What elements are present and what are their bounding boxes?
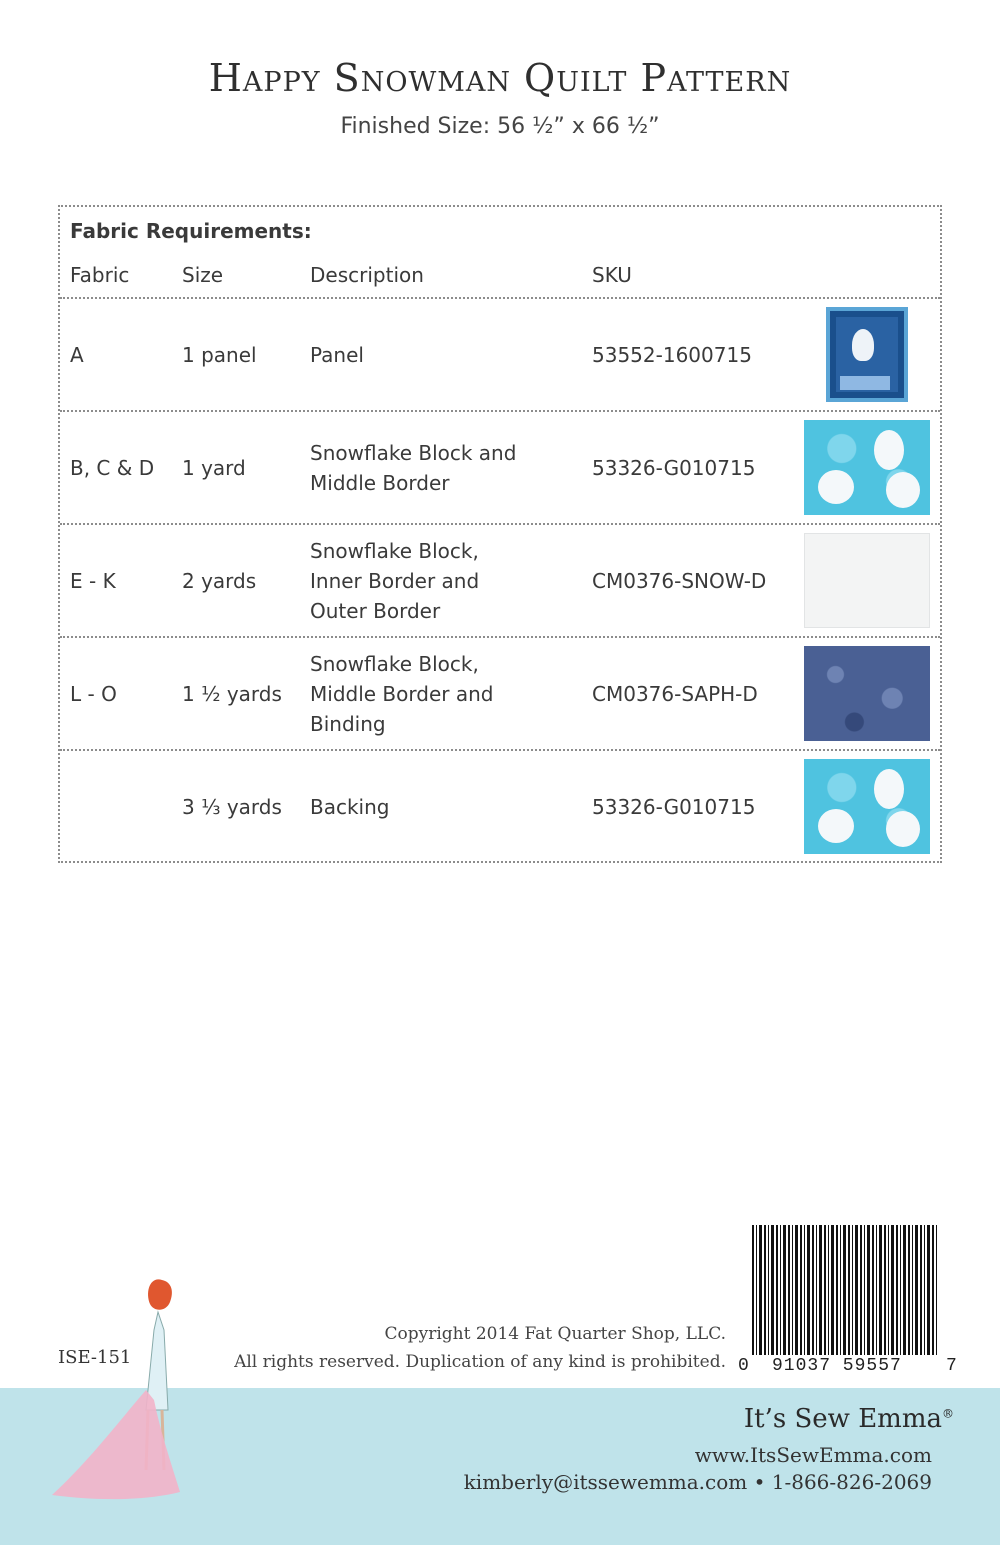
website[interactable]: www.ItsSewEmma.com (694, 1443, 932, 1467)
barcode-digit-left: 0 (738, 1356, 749, 1376)
column-header-sku: SKU (592, 263, 632, 287)
fabric-description: Snowflake Block, Inner Border and Outer Border (310, 538, 480, 623)
sapphire-tonal-swatch (804, 646, 930, 741)
column-header-size: Size (182, 263, 224, 287)
fabric-sku: 53326-G010715 (592, 794, 756, 819)
fabric-sku: CM0376-SNOW-D (592, 568, 767, 593)
barcode-digit-right: 7 (946, 1356, 957, 1376)
pattern-code: ISE-151 (58, 1347, 132, 1368)
snowman-panel-swatch (826, 307, 908, 402)
fabric-description: Snowflake Block and Middle Border (310, 440, 517, 495)
fabric-size: 2 yards (182, 568, 257, 593)
column-header-description: Description (310, 263, 424, 287)
copyright-notice: Copyright 2014 Fat Quarter Shop, LLC. All rights reserved. Duplication of any kind is prohibited. (234, 1324, 726, 1372)
table-row (60, 523, 940, 636)
fabric-code (70, 751, 180, 862)
fabric-sku: CM0376-SAPH-D (592, 681, 758, 706)
fabric-size: 1 panel (182, 342, 257, 367)
barcode-digits: 91037 59557 (772, 1356, 902, 1376)
brand-name: It’s Sew Emma® (743, 1404, 954, 1434)
snowman-print-swatch (804, 420, 930, 515)
column-header-fabric: Fabric (70, 263, 130, 287)
barcode (752, 1225, 938, 1355)
white-tonal-swatch (804, 533, 930, 628)
table-row (60, 297, 940, 410)
fabric-size: 1 ½ yards (182, 681, 282, 706)
fabric-code: E - K (70, 568, 116, 593)
table-row (60, 636, 940, 749)
fabric-sku: 53326-G010715 (592, 455, 756, 480)
table-row (60, 410, 940, 523)
finished-size: Finished Size: 56 ½” x 66 ½” (340, 114, 660, 139)
table-heading: Fabric Requirements: (70, 219, 312, 243)
fabric-code: B, C & D (70, 455, 155, 480)
fabric-description: Panel (310, 342, 364, 367)
page-title: Happy Snowman Quilt Pattern (208, 56, 792, 100)
fabric-requirements-table (58, 205, 942, 863)
fabric-size: 3 ⅓ yards (182, 794, 282, 819)
fabric-code: L - O (70, 681, 117, 706)
seamstress-illustration-icon (50, 1270, 210, 1505)
table-row (60, 749, 940, 862)
fabric-description: Snowflake Block, Middle Border and Binding (310, 651, 494, 736)
fabric-size: 1 yard (182, 455, 246, 480)
fabric-description: Backing (310, 794, 390, 819)
snowman-print-swatch (804, 759, 930, 854)
fabric-sku: 53552-1600715 (592, 342, 752, 367)
fabric-code: A (70, 342, 84, 367)
contact-info[interactable]: kimberly@itssewemma.com • 1-866-826-2069 (463, 1470, 932, 1494)
